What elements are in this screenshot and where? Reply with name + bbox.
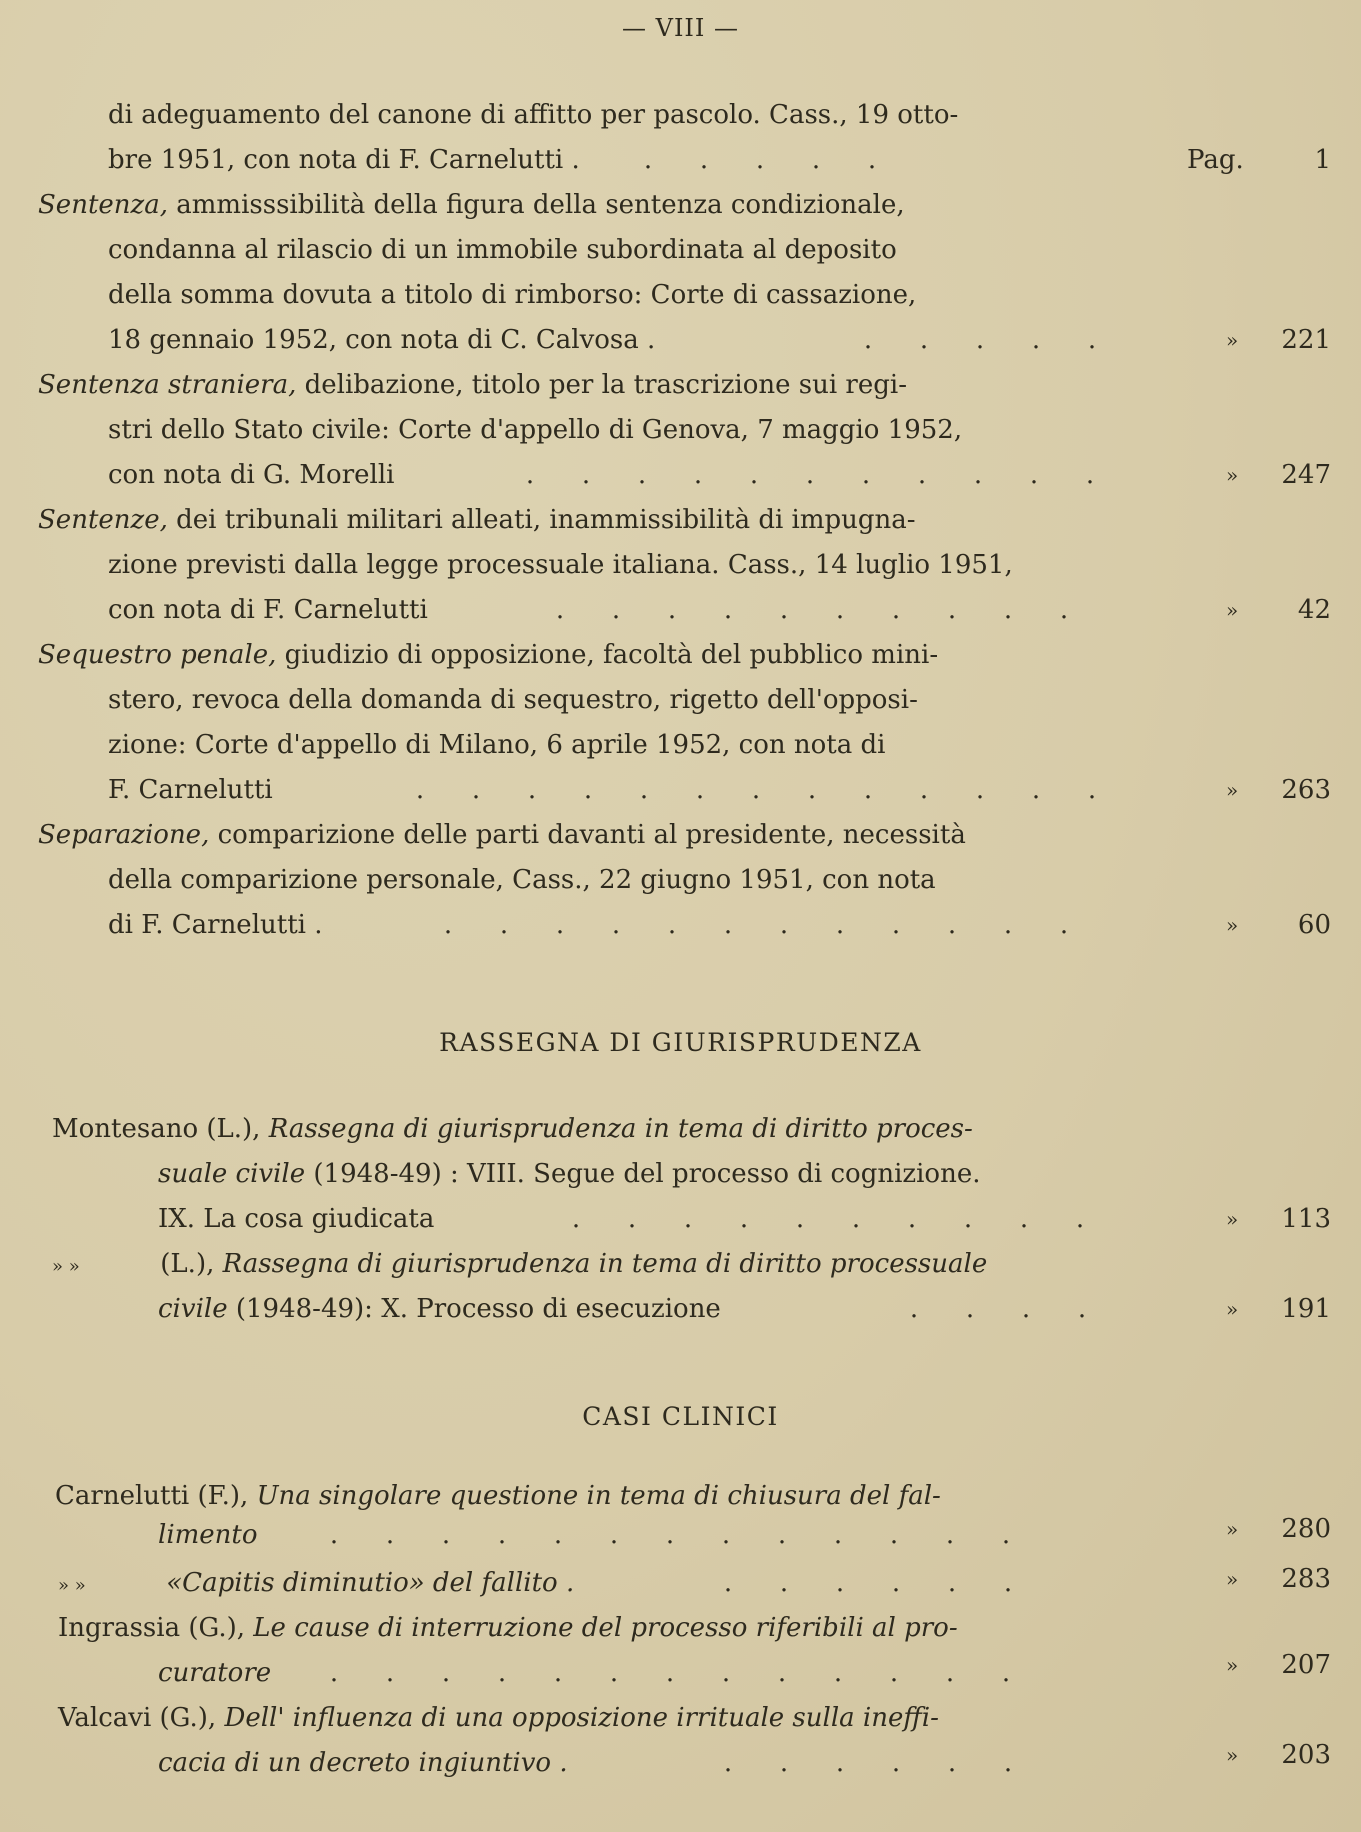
- title-italic: Le cause di interruzione del processo riferibili al pro-: [253, 1613, 958, 1643]
- title-italic: cacia di un decreto ingiuntivo .: [158, 1748, 568, 1778]
- entry-text: con nota di F. Carnelutti: [108, 595, 428, 625]
- page-ref: 207: [1281, 1650, 1331, 1680]
- index-entry: [0, 498, 1361, 633]
- entry-text: [158, 1152, 980, 1197]
- entry-text: [58, 1696, 939, 1741]
- title-italic: civile: [158, 1294, 228, 1324]
- entry-text: [58, 1561, 574, 1608]
- entry-text-part: (1948-49): X. Processo di esecuzione: [227, 1294, 721, 1324]
- page-ref: 191: [1281, 1294, 1331, 1324]
- title-italic: curatore: [158, 1658, 272, 1688]
- index-entry: [0, 1474, 1361, 1561]
- entry-text-part: ammisssibilità della figura della sentenza condizionale,: [176, 190, 905, 220]
- entry-text-part: delibazione, titolo per la trascrizione sui regi-: [304, 370, 907, 400]
- entry-text: condanna al rilascio di un immobile subordinata al deposito: [108, 235, 897, 265]
- entry-text: [158, 1287, 721, 1332]
- entry-text: di adeguamento del canone di affitto per pascolo. Cass., 19 otto-: [108, 100, 959, 130]
- entry-text: IX. La cosa giudicata: [158, 1204, 435, 1234]
- entry-text: di F. Carnelutti .: [108, 910, 323, 940]
- entry-text: [52, 1242, 987, 1289]
- headword: Sentenza,: [38, 190, 168, 220]
- title-italic: suale civile: [158, 1159, 306, 1189]
- dot-leader: . . . . . . . . . . .: [525, 460, 1095, 490]
- entry-text: [38, 363, 907, 408]
- entry-text-part: giudizio di opposizione, facoltà del pubblico mini-: [284, 640, 939, 670]
- dot-leader: . . . . .: [863, 325, 1097, 355]
- author: Montesano (L.),: [52, 1114, 261, 1144]
- index-entry: [0, 813, 1361, 948]
- author: Carnelutti (F.),: [55, 1481, 249, 1511]
- ditto-mark: »: [1226, 778, 1239, 802]
- page-ref: 1: [1314, 145, 1331, 175]
- page-ref: 113: [1281, 1204, 1331, 1234]
- entry-text: [38, 633, 938, 678]
- author: Valcavi (G.),: [58, 1703, 217, 1733]
- entry-text: [38, 183, 905, 228]
- author-ditto-mark: » »: [58, 1575, 86, 1596]
- page-ref: 60: [1297, 910, 1331, 940]
- headword: Separazione,: [38, 820, 210, 850]
- headword: Sentenza straniera,: [38, 370, 297, 400]
- entry-text: F. Carnelutti: [108, 775, 273, 805]
- page-ref: 280: [1281, 1514, 1331, 1544]
- entry-text: 18 gennaio 1952, con nota di C. Calvosa .: [108, 325, 656, 355]
- entry-text: [58, 1606, 958, 1651]
- title-italic: Una singolare questione in tema di chiusura del fal-: [256, 1481, 941, 1511]
- section-entries: [0, 1107, 1361, 1332]
- entry-text: con nota di G. Morelli: [108, 460, 395, 490]
- index-entry: [0, 183, 1361, 363]
- dot-leader: . . . . . . . . . . . . .: [415, 775, 1097, 805]
- dot-leader: . . . . . . . . . . . . .: [329, 1520, 1011, 1550]
- index-entry: [0, 633, 1361, 813]
- entry-text: stri dello Stato civile: Corte d'appello di Genova, 7 maggio 1952,: [108, 415, 963, 445]
- index-entry: [0, 93, 1361, 183]
- page-ref: 42: [1297, 595, 1331, 625]
- entry-text: [38, 498, 916, 543]
- dot-leader: . . . . . .: [723, 1748, 1013, 1778]
- index-entry: [0, 1606, 1361, 1696]
- author-ditto-mark: » »: [52, 1256, 80, 1277]
- entry-text-part: comparizione delle parti davanti al presidente, necessità: [217, 820, 966, 850]
- dot-leader: . . . . . . . . . . . .: [443, 910, 1069, 940]
- entry-text: [158, 1741, 568, 1786]
- ditto-mark: »: [1226, 598, 1239, 622]
- entry-text: [38, 813, 966, 858]
- title-italic: Dell' influenza di una opposizione irrituale sulla ineffi-: [224, 1703, 939, 1733]
- ditto-mark: »: [1226, 1517, 1239, 1541]
- ditto-mark: »: [1226, 328, 1239, 352]
- entry-text-part: dei tribunali militari alleati, inammissibilità di impugna-: [176, 505, 916, 535]
- dot-leader: . . . . . . . . . .: [571, 1204, 1085, 1234]
- title-italic: Rassegna di giurisprudenza in tema di diritto proces-: [268, 1114, 973, 1144]
- index-entry: [0, 363, 1361, 498]
- entry-text: bre 1951, con nota di F. Carnelutti .: [108, 145, 580, 175]
- page-ref: 203: [1281, 1740, 1331, 1770]
- dot-leader: . . . .: [909, 1294, 1087, 1324]
- page-number: — VIII —: [621, 14, 740, 42]
- author: Ingrassia (G.),: [58, 1613, 246, 1643]
- section-heading: CASI CLINICI: [582, 1402, 779, 1431]
- headword: Sentenze,: [38, 505, 168, 535]
- index-entry: [0, 1242, 1361, 1332]
- page-prefix: Pag.: [1187, 145, 1244, 175]
- headword: Sequestro penale,: [38, 640, 277, 670]
- title-italic: limento: [158, 1520, 258, 1550]
- section-entries: [0, 1474, 1361, 1786]
- ditto-mark: »: [1226, 1743, 1239, 1767]
- dot-leader: . . . . .: [643, 145, 877, 175]
- page-ref: 283: [1281, 1564, 1331, 1594]
- dot-leader: . . . . . . . . . .: [555, 595, 1069, 625]
- ditto-mark: »: [1226, 913, 1239, 937]
- entry-text-part: (1948-49) : VIII. Segue del processo di cognizione.: [305, 1159, 981, 1189]
- ditto-mark: »: [1226, 1567, 1239, 1591]
- dot-leader: . . . . . . . . . . . . .: [329, 1658, 1011, 1688]
- ditto-mark: »: [1226, 463, 1239, 487]
- entry-text: [52, 1107, 973, 1152]
- entry-text: [158, 1513, 258, 1558]
- title-italic: Rassegna di giurisprudenza in tema di diritto processuale: [222, 1249, 988, 1279]
- index-entry: [0, 1561, 1361, 1606]
- ditto-mark: »: [1226, 1653, 1239, 1677]
- dot-leader: . . . . . .: [723, 1568, 1013, 1598]
- title-italic: «Capitis diminutio» del fallito .: [166, 1568, 575, 1598]
- index-entry: [0, 1107, 1361, 1242]
- section-heading: RASSEGNA DI GIURISPRUDENZA: [439, 1028, 922, 1057]
- entry-text: stero, revoca della domanda di sequestro, rigetto dell'opposi-: [108, 685, 918, 715]
- entry-text: zione: Corte d'appello di Milano, 6 aprile 1952, con nota di: [108, 730, 886, 760]
- ditto-mark: »: [1226, 1207, 1239, 1231]
- index-entry: [0, 1696, 1361, 1786]
- entry-text: della somma dovuta a titolo di rimborso: Corte di cassazione,: [108, 280, 917, 310]
- entry-text: zione previsti dalla legge processuale italiana. Cass., 14 luglio 1951,: [108, 550, 1013, 580]
- entry-text: della comparizione personale, Cass., 22 giugno 1951, con nota: [108, 865, 936, 895]
- ditto-mark: »: [1226, 1297, 1239, 1321]
- page-ref: 263: [1281, 775, 1331, 805]
- author: (L.),: [160, 1249, 215, 1279]
- index-entries-top: [0, 93, 1361, 948]
- page-ref: 247: [1281, 460, 1331, 490]
- entry-text: [158, 1651, 271, 1696]
- page-ref: 221: [1281, 325, 1331, 355]
